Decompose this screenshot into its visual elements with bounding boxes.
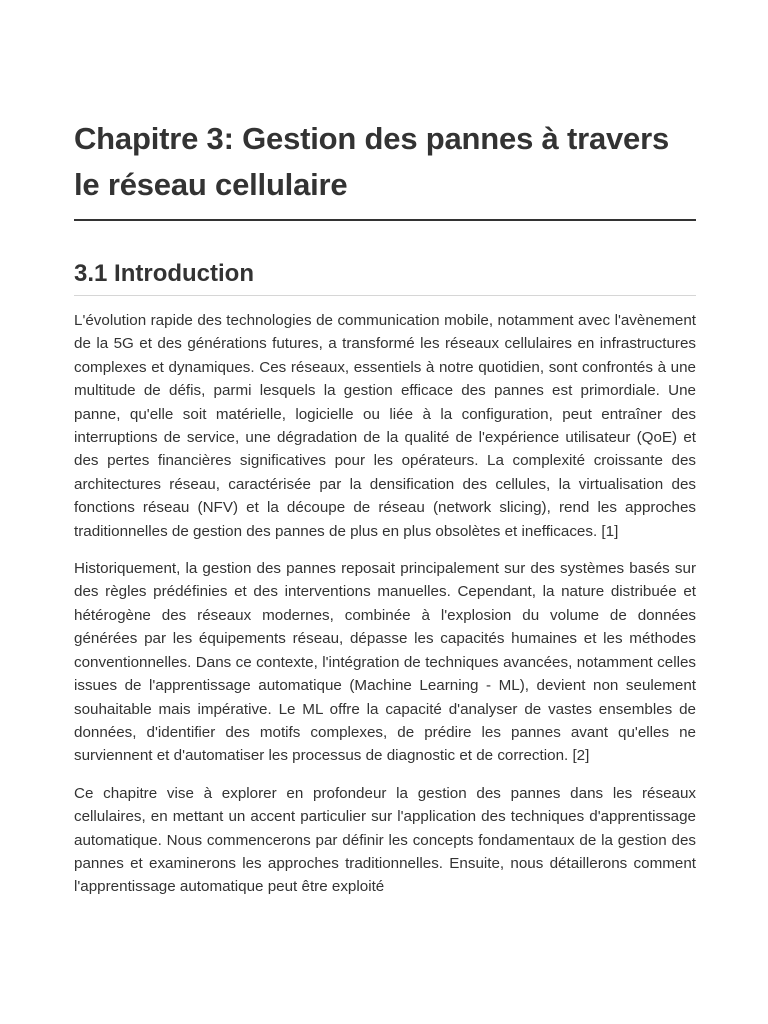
chapter-title: Chapitre 3: Gestion des pannes à travers le réseau cellulaire (74, 121, 669, 202)
section-divider (74, 295, 696, 296)
paragraph: Historiquement, la gestion des pannes reposait principalement sur des systèmes basés sur des règles prédéfinies et des interventions manuelles. Cependant, la nature distribuée et hétérogène des réseaux modernes, combinée à l'explosion du volume de données générées par les équipements réseau, dépasse les capacités humaines et les méthodes conventionnelles. Dans ce contexte, l'intégration de techniques avancées, notamment celles issues de l'apprentissage automatique (Machine Learning - ML), devient non seulement souhaitable mais impérative. Le ML offre la capacité d'analyser de vastes ensembles de données, d'identifier des motifs complexes, de prédire les pannes avant qu'elles ne surviennent et d'automatiser les processus de diagnostic et de correction. [2] (74, 560, 696, 765)
paragraph: L'évolution rapide des technologies de communication mobile, notamment avec l'avènement de la 5G et des générations futures, a transformé les réseaux cellulaires en infrastructures complexes et dynamiques. Ces réseaux, essentiels à notre quotidien, sont confrontés à une multitude de défis, parmi lesquels la gestion efficace des pannes est primordiale. Une panne, qu'elle soit matérielle, logicielle ou liée à la configuration, peut entraîner des interruptions de service, une dégradation de la qualité de l'expérience utilisateur (QoE) et des pertes financières significatives pour les opérateurs. La complexité croissante des architectures réseau, caractérisée par la densification des cellules, la virtualisation des fonctions réseau (NFV) et la découpe de réseau (network slicing), rend les approches traditionnelles de gestion des pannes de plus en plus obsolètes et inefficaces. [1] (74, 312, 696, 540)
document-page (74, 116, 696, 899)
section-heading: 3.1 Introduction (74, 260, 254, 287)
title-divider (74, 219, 696, 221)
paragraph: Ce chapitre vise à explorer en profondeur la gestion des pannes dans les réseaux cellulaires, en mettant un accent particulier sur l'application des techniques d'apprentissage automatique. Nous commencerons par définir les concepts fondamentaux de la gestion des pannes et examinerons les approches traditionnelles. Ensuite, nous détaillerons comment l'apprentissage automatique peut être exploité (74, 784, 696, 896)
